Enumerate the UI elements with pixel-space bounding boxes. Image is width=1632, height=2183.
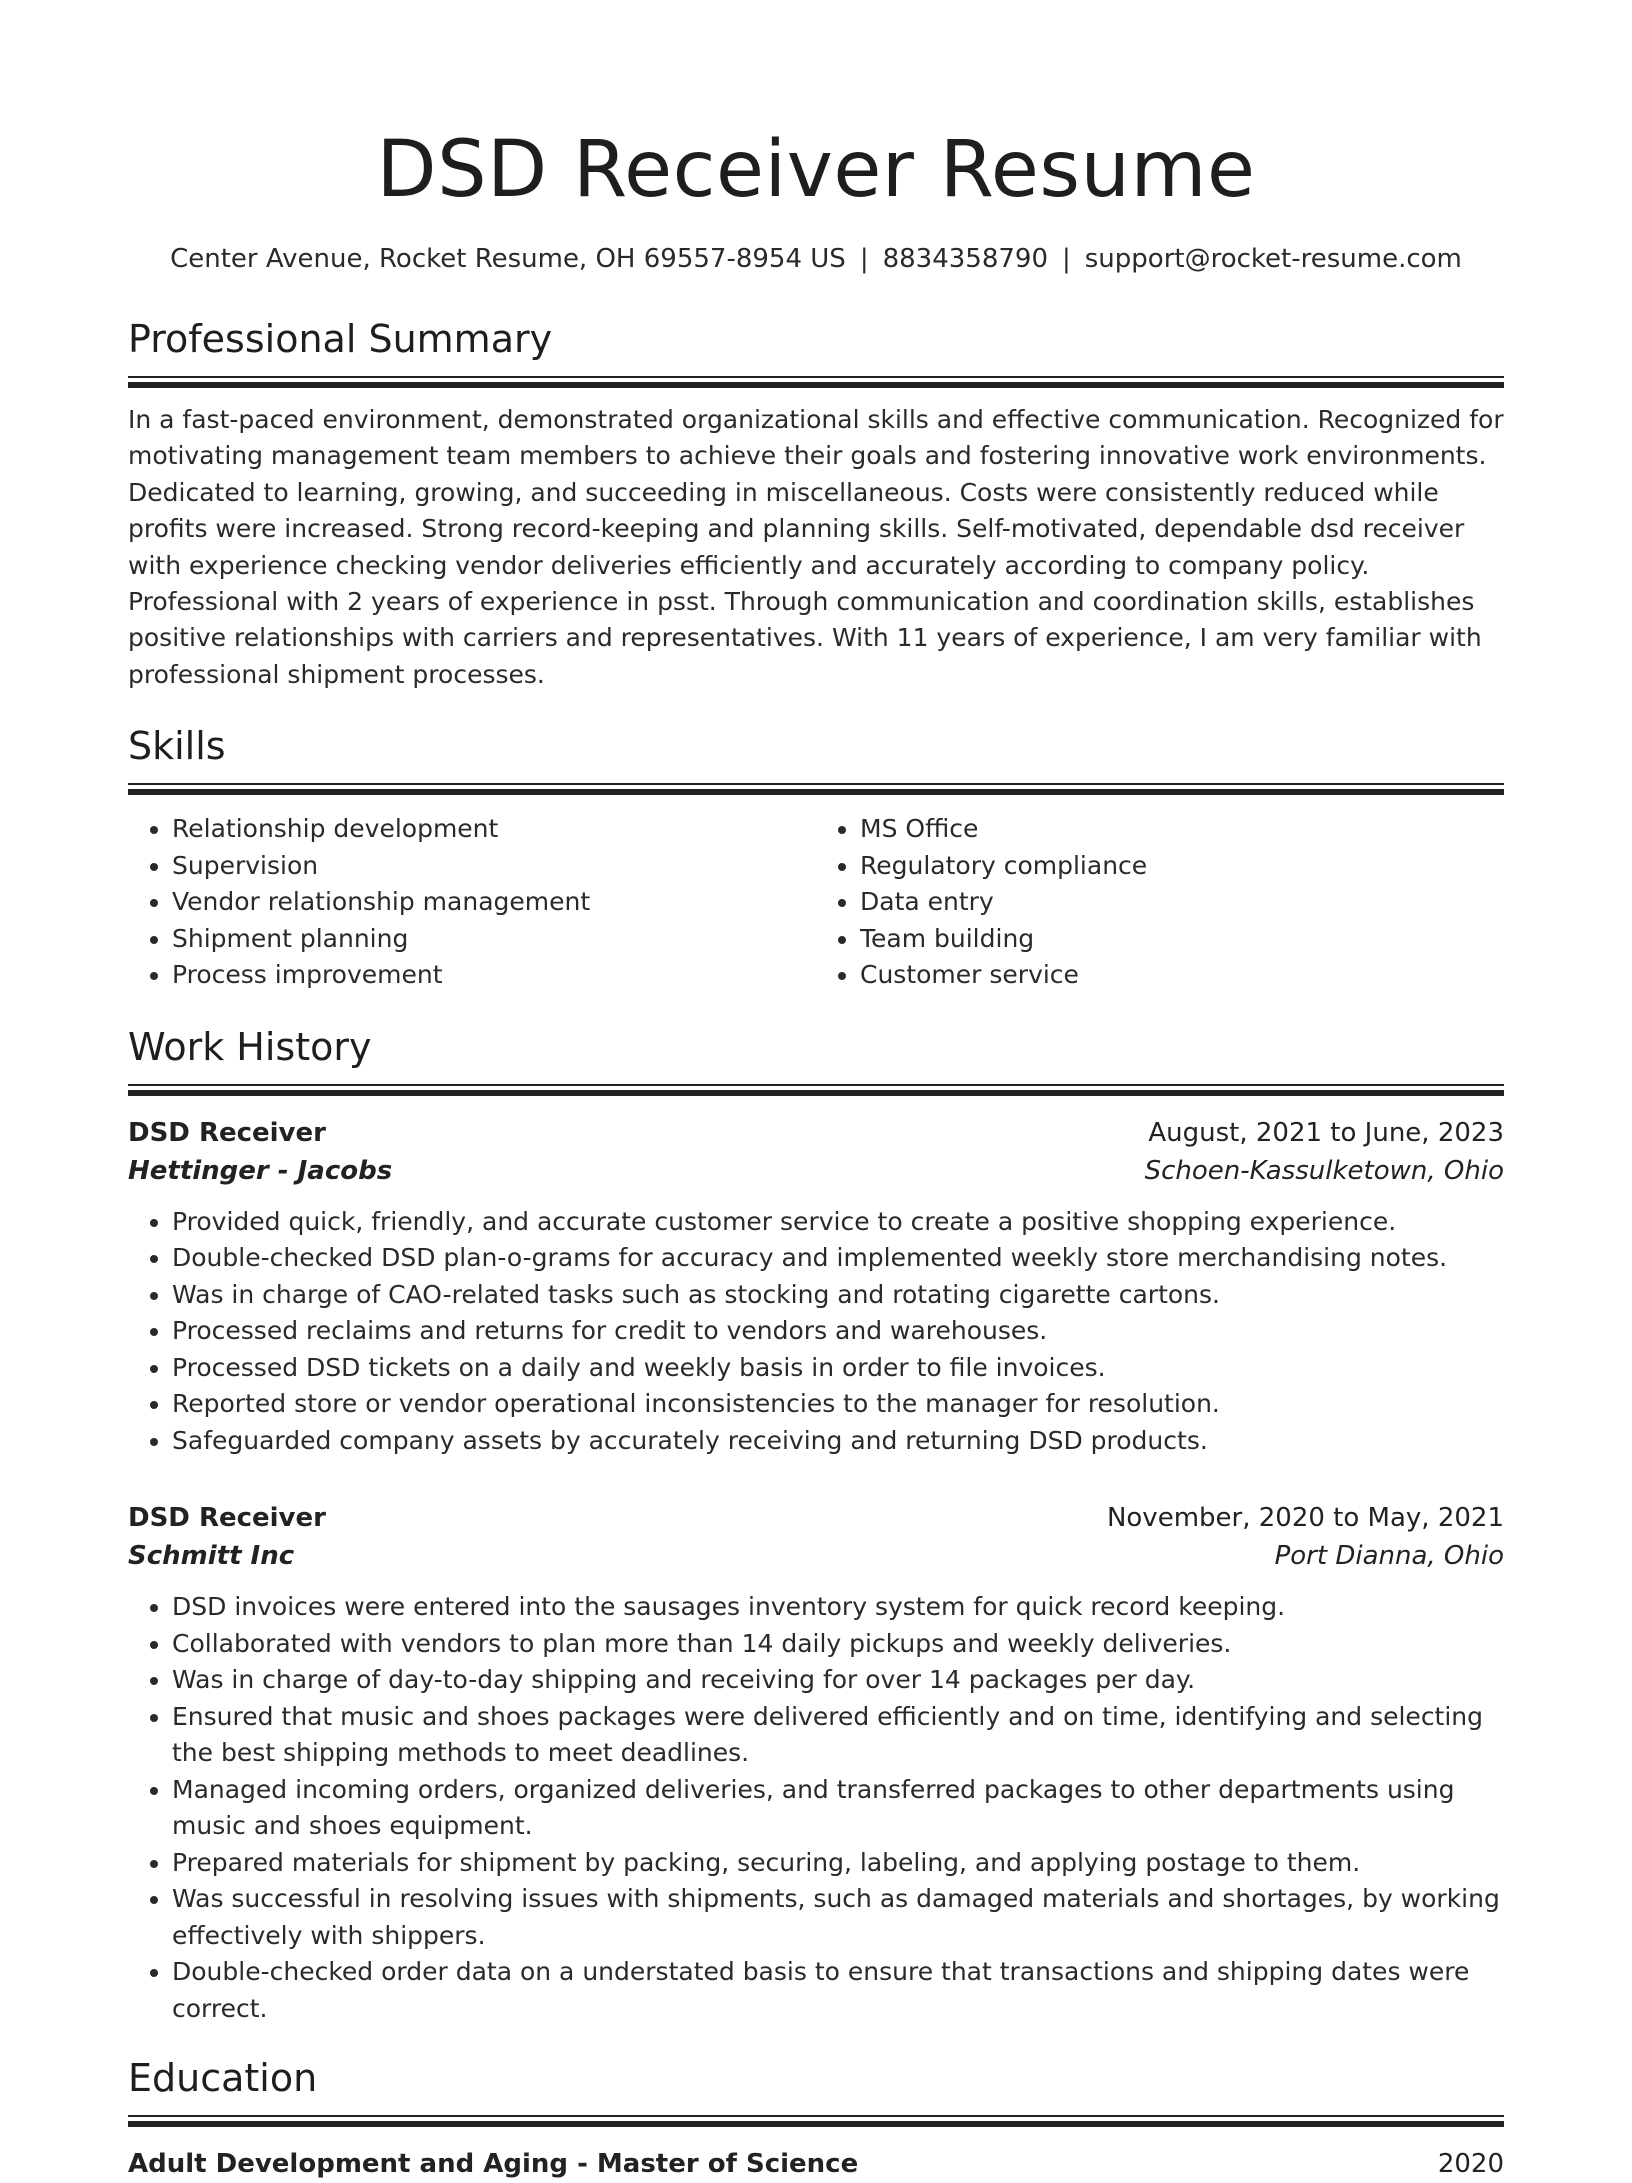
resume-page	[128, 0, 1504, 2183]
section-divider	[128, 1084, 1504, 1096]
education-section	[128, 2053, 1504, 2183]
job-bullet: • Safeguarded company assets by accurately receiving and returning DSD products.	[172, 1423, 1504, 1460]
resume-title: DSD Receiver Resume	[376, 125, 1256, 215]
skills-column-right	[816, 811, 1504, 994]
job-bullets	[128, 1589, 1504, 2027]
job-dates: November, 2020 to May, 2021	[1106, 1503, 1504, 1534]
skill-item: • Data entry	[860, 884, 1504, 921]
education-degree: Adult Development and Aging - Master of Science	[128, 2149, 859, 2180]
summary-text: In a fast-paced environment, demonstrated organizational skills and effective communication. Recognized for motivating management team members to achieve their goals and fostering innovative work environments. Dedicated to learning, growing, and succeeding in miscellaneous. Costs were consistently reduced while profits were increased. Strong record-keeping and planning skills. Self-motivated, dependable dsd receiver with experience checking vendor deliveries efficiently and accurately according to company policy. Professional with 2 years of experience in psst. Through communication and coordination skills, establishes positive relationships with carriers and representatives. With 11 years of experience, I am very familiar with professional shipment processes.	[128, 405, 1504, 689]
section-title-skills: Skills	[128, 724, 226, 769]
section-title-summary: Professional Summary	[128, 317, 553, 361]
education-row	[128, 2145, 1504, 2183]
job-company-row	[128, 1152, 1504, 1190]
skill-item: • Process improvement	[172, 957, 816, 994]
job-bullet: • DSD invoices were entered into the sausages inventory system for quick record keeping.	[172, 1589, 1504, 1626]
job-bullet: • Was in charge of CAO-related tasks such as stocking and rotating cigarette cartons.	[172, 1277, 1504, 1314]
contact-phone: 8834358790	[882, 244, 1048, 274]
job-location: Schoen-Kassulketown, Ohio	[1144, 1155, 1504, 1186]
job-title: DSD Receiver	[128, 1503, 326, 1534]
job-header-row	[128, 1114, 1504, 1152]
education-year: 2020	[1437, 2149, 1504, 2180]
skill-item: • Vendor relationship management	[172, 884, 816, 921]
job-bullet: • Reported store or vendor operational inconsistencies to the manager for resolution.	[172, 1386, 1504, 1423]
contact-email: support@rocket-resume.com	[1084, 244, 1462, 274]
job-bullet: • Processed DSD tickets on a daily and weekly basis in order to file invoices.	[172, 1350, 1504, 1387]
job-entry	[128, 1114, 1504, 1460]
job-bullet: • Processed reclaims and returns for credit to vendors and warehouses.	[172, 1313, 1504, 1350]
contact-line	[128, 242, 1504, 276]
skills-section	[128, 721, 1504, 994]
job-location: Port Dianna, Ohio	[1274, 1541, 1504, 1572]
job-dates: August, 2021 to June, 2023	[1148, 1117, 1504, 1148]
skills-list	[128, 811, 1504, 994]
section-title-education: Education	[128, 2056, 318, 2101]
contact-address: Center Avenue, Rocket Resume, OH 69557-8954 US	[170, 244, 846, 274]
contact-separator: |	[1062, 244, 1071, 274]
job-company: Hettinger - Jacobs	[128, 1155, 393, 1186]
skill-item: • Shipment planning	[172, 921, 816, 958]
section-divider	[128, 376, 1504, 388]
job-bullet: • Managed incoming orders, organized deliveries, and transferred packages to other departments using music and shoes equipment.	[172, 1772, 1504, 1845]
skill-item: • Relationship development	[172, 811, 816, 848]
job-title: DSD Receiver	[128, 1117, 326, 1148]
skill-item: • Supervision	[172, 848, 816, 885]
contact-separator: |	[859, 244, 869, 274]
job-company: Schmitt Inc	[128, 1541, 295, 1572]
skill-item: • Customer service	[860, 957, 1504, 994]
skill-item: • Regulatory compliance	[860, 848, 1504, 885]
job-bullet: • Double-checked DSD plan-o-grams for accuracy and implemented weekly store merchandising notes.	[172, 1240, 1504, 1277]
skills-column-left	[128, 811, 816, 994]
job-bullet: • Collaborated with vendors to plan more than 14 daily pickups and weekly deliveries.	[172, 1626, 1504, 1663]
job-header-row	[128, 1499, 1504, 1537]
section-divider	[128, 2115, 1504, 2127]
work-history-section	[128, 1022, 1504, 2028]
job-bullet: • Provided quick, friendly, and accurate customer service to create a positive shopping experience.	[172, 1204, 1504, 1241]
skill-item: • Team building	[860, 921, 1504, 958]
job-bullet: • Was successful in resolving issues with shipments, such as damaged materials and shortages, by working effectively with shippers.	[172, 1881, 1504, 1954]
job-entry	[128, 1499, 1504, 2027]
job-bullet: • Prepared materials for shipment by packing, securing, labeling, and applying postage to them.	[172, 1845, 1504, 1882]
job-bullet: • Was in charge of day-to-day shipping and receiving for over 14 packages per day.	[172, 1662, 1504, 1699]
section-divider	[128, 783, 1504, 795]
skill-item: • MS Office	[860, 811, 1504, 848]
job-bullet: • Double-checked order data on a understated basis to ensure that transactions and shipping dates were correct.	[172, 1954, 1504, 2027]
job-bullets	[128, 1204, 1504, 1460]
summary-section	[128, 314, 1504, 693]
job-company-row	[128, 1537, 1504, 1575]
section-title-work-history: Work History	[128, 1024, 372, 1069]
job-bullet: • Ensured that music and shoes packages were delivered efficiently and on time, identifying and selecting the best shipping methods to meet deadlines.	[172, 1699, 1504, 1772]
